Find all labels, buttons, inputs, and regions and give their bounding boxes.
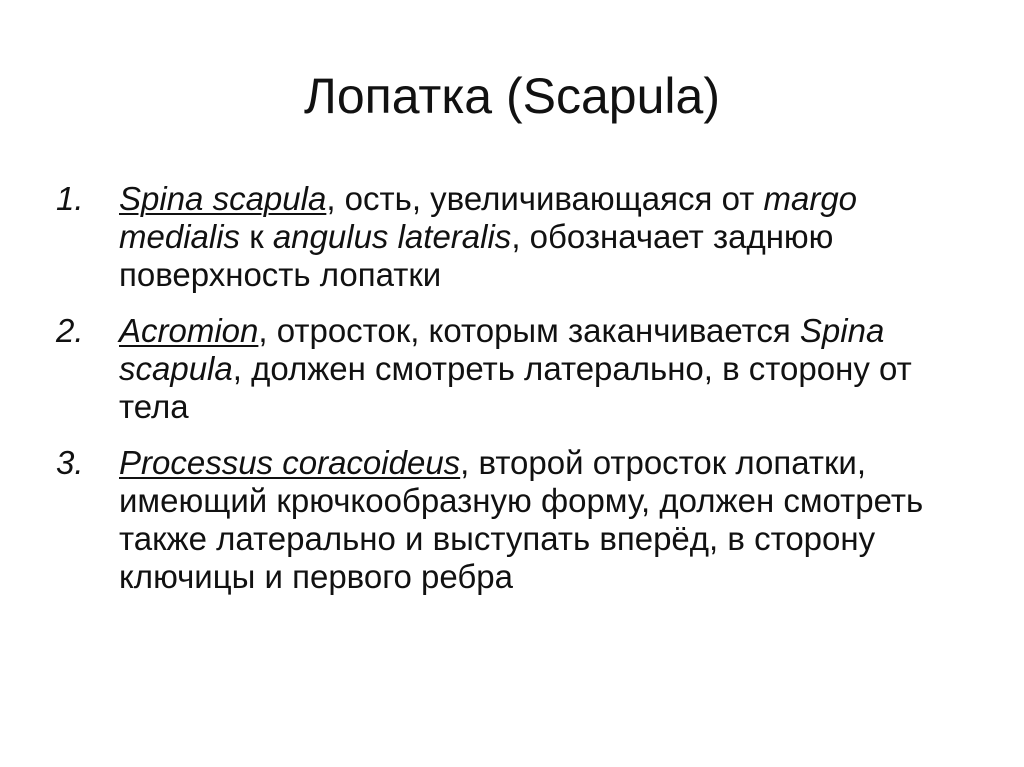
term-spina-scapula: Spina scapula (119, 180, 327, 217)
term-acromion: Acromion (119, 312, 259, 349)
text-segment: , отросток, которым заканчивается (258, 312, 800, 349)
item-text (119, 444, 923, 595)
list-item (56, 180, 966, 294)
latin-term-spina-scapula: Spina scapula (119, 312, 885, 387)
text-segment: , обозначает заднюю поверхность лопатки (119, 218, 834, 293)
list-item (56, 312, 966, 426)
latin-term-margo-medialis: margo medialis (119, 180, 858, 255)
numbered-list (56, 180, 966, 614)
text-segment: , ость, увеличивающаяся от (326, 180, 764, 217)
latin-term-angulus-lateralis: angulus lateralis (272, 218, 512, 255)
item-text (119, 180, 857, 293)
item-number: 2. (56, 312, 84, 349)
text-segment: , второй отросток лопатки, имеющий крючкообразную форму, должен смотреть также латерально и выступать вперёд, в сторону ключицы и первого ребра (119, 444, 924, 595)
text-segment: к (240, 218, 273, 255)
item-number: 3. (56, 444, 84, 481)
item-number: 1. (56, 180, 84, 217)
slide-title: Лопатка (Scapula) (304, 68, 720, 124)
list-item (56, 444, 966, 596)
text-segment: , должен смотреть латерально, в сторону от тела (119, 350, 912, 425)
term-processus-coracoideus: Processus coracoideus (119, 444, 461, 481)
item-text (119, 312, 912, 425)
